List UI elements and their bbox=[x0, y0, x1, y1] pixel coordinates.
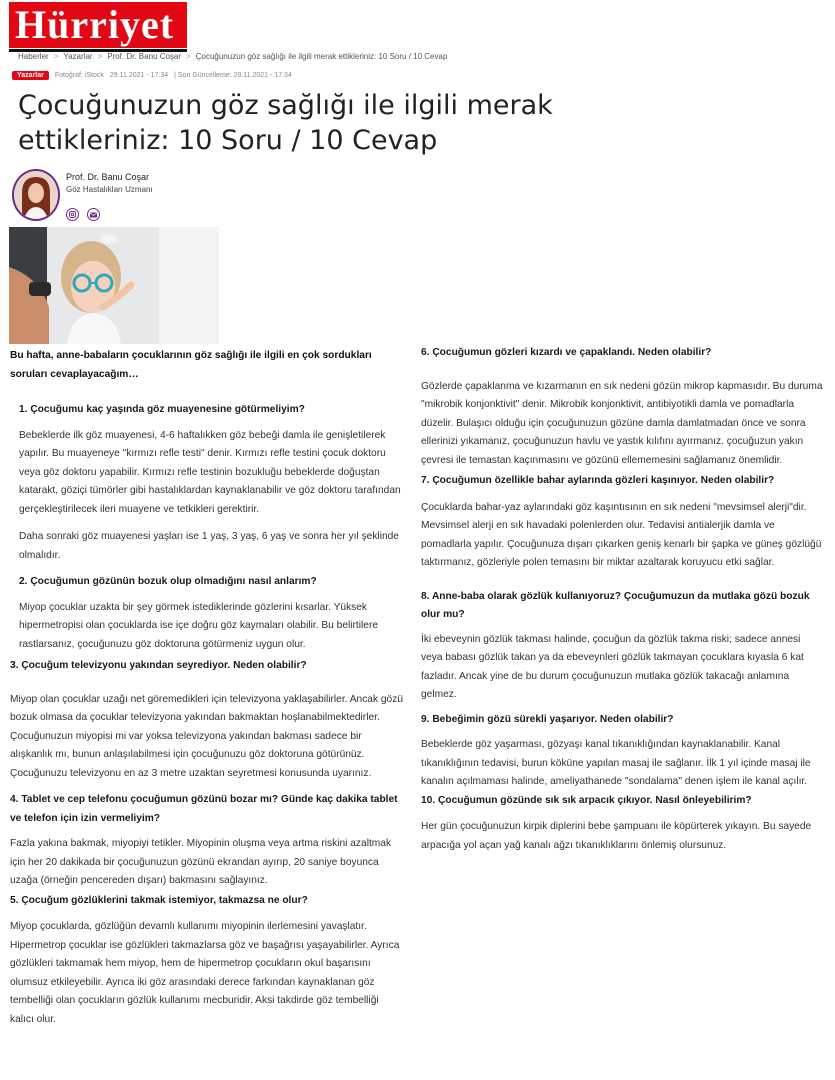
breadcrumb-item-yazarlar[interactable]: Yazarlar bbox=[63, 52, 93, 61]
question-1: 1. Çocuğumu kaç yaşında göz muayenesine götürmeliyim? bbox=[19, 404, 305, 415]
question-10: 10. Çocuğumun gözünde sık sık arpacık çıkıyor. Nasıl önleyebilirim? bbox=[421, 794, 752, 806]
breadcrumb-separator: > bbox=[53, 52, 59, 61]
updated-date: | Son Güncelleme: 29.11.2021 - 17:34 bbox=[174, 72, 292, 79]
answer-8: İki ebeveynin gözlük takması halinde, çocuğun da gözlük takma riski; sadece annesi veya babası gözlük takan ya da ebeveynleri gözlük takmayan çocuklara kıyasla 6 kat fazladır. Ancak yine de bu durum çocuğunuzun mutlaka gözlük takacağı anlamına gelmez. bbox=[421, 633, 804, 700]
question-7: 7. Çocuğumun özellikle bahar aylarında gözleri kaşınıyor. Neden olabilir? bbox=[421, 475, 775, 486]
answer-9: Bebeklerde göz yaşarması, gözyaşı kanal tıkanıklığından kaynaklanabilir. Kanal tıkanıklığının tedavisi, burun köküne yapılan masaj ile sağlanır. İlk 1 yıl içinde masaj ile kanalın açılmaması halinde, ameliyathanede "sondalama" denen işlem ile kanal açılır. bbox=[421, 739, 811, 787]
answer-7: Çocuklarda bahar-yaz aylarındaki göz kaşıntısının en sık nedeni "mevsimsel alerji"dir. Mevsimsel alerji en sık havadaki polenlerden olur. Tedavisi antialerjik damla ve pomadlarla yapılır. Çocuğunuza dışarı çıkarken geniş kenarlı bir şapka ve güneş gözlüğü taktırmanız, gözleriyle polen temasını bir miktar azaltarak koruyucu etki sağlar. bbox=[421, 501, 822, 568]
question-3: 3. Çocuğum televizyonu yakından seyrediyor. Neden olabilir? bbox=[10, 660, 307, 671]
answer-5: Miyop çocuklarda, gözlüğün devamlı kullanımı miyopinin ilerlemesini yavaşlatır. Hipermetrop çocuklar ise gözlükleri takmazlarsa göz ve başağrısı yaşayabilirler. Ayrıca gözlükleri takmamak hem miyop, hem de hipermetrop çocukların okul başarısını olumsuz etkileyebilir. Ayrıca iki göz arasındaki derece farkından kaynaklanan göz tembelliği olan çocukların gözlük kullanımı mecburidir. Aksi takdirde göz tembelliği kalıcı olur. bbox=[10, 921, 400, 1025]
breadcrumb-item-haberler[interactable]: Haberler bbox=[18, 52, 49, 61]
article-hero-image bbox=[9, 227, 219, 344]
page-title: Çocuğunuzun göz sağlığı ile ilgili merak ettikleriniz: 10 Soru / 10 Cevap bbox=[18, 90, 553, 156]
breadcrumb-separator: > bbox=[186, 52, 191, 61]
question-2: 2. Çocuğumun gözünün bozuk olup olmadığını nasıl anlarım? bbox=[19, 576, 317, 587]
breadcrumb-separator: > bbox=[97, 52, 103, 61]
answer-4: Fazla yakına bakmak, miyopiyi tetikler. Miyopinin oluşma veya artma riskini azaltmak için her 20 dakikada bir çocuğunuzun gözünü ekrandan ayırıp, 20 saniye boyunca uzağa (örneğin pencereden dışarı) bakmasını sağlayınız. bbox=[10, 838, 392, 886]
answer-10: Her gün çocuğunuzun kirpik diplerini bebe şampuanı ile köpürterek yıkayın. Bu sayede arpacığa yol açan yağ kanalı ağzı tıkanıklıklarını önlemiş olursunuz. bbox=[421, 821, 812, 851]
email-icon[interactable] bbox=[87, 208, 100, 221]
site-logo[interactable]: Hürriyet bbox=[9, 2, 187, 48]
category-badge[interactable]: Yazarlar bbox=[12, 71, 49, 80]
breadcrumb bbox=[18, 52, 447, 61]
author-avatar[interactable] bbox=[12, 169, 60, 221]
question-4: 4. Tablet ve cep telefonu çocuğumun gözünü bozar mı? Günde kaç dakika tablet ve telefon için izin vermeliyim? bbox=[10, 794, 398, 824]
breadcrumb-item-current: Çocuğunuzun göz sağlığı ile ilgili merak ettikleriniz: 10 Soru / 10 Cevap bbox=[195, 52, 448, 61]
answer-1: Bebeklerde ilk göz muayenesi, 4-6 haftalıkken göz bebeği damla ile genişletilerek yapılır. Bu muayeneye "kırmızı refle testi" denir. Kırmızı refle testini çocuk doktoru veya göz doktoru yapabilir. Kırmızı refle testinin bozukluğu bebeklerde doğuştan katarakt, göziçi tümörler gibi hastalıklardan kaynaklanabilir ve göz doktoru tarafından gerçekleştirilecek ileri muayene ve tetkikleri gerektirir. bbox=[19, 429, 401, 515]
instagram-icon[interactable] bbox=[66, 208, 79, 221]
author-name[interactable]: Prof. Dr. Banu Coşar bbox=[66, 172, 150, 182]
question-6: 6. Çocuğumun gözleri kızardı ve çapaklandı. Neden olabilir? bbox=[421, 347, 712, 358]
photo-credit: Fotoğraf: iStock bbox=[54, 72, 104, 79]
article-intro: Bu hafta, anne-babaların çocuklarının göz sağlığı ile ilgili en çok sordukları soruları cevaplayacağım… bbox=[10, 350, 372, 380]
article-meta bbox=[12, 71, 292, 80]
answer-2: Miyop çocuklar uzakta bir şey görmek istediklerinde gözlerini kısarlar. Yüksek hipermetropisi olan çocuklarda ise içe doğru göz kaymaları olabilir. Bu belirtilere rastlarsanız, çocuğunuzu göz doktoruna götürmeniz uygun olur. bbox=[19, 601, 378, 650]
question-8: 8. Anne-baba olarak gözlük kullanıyoruz? Çocuğumuzun da mutlaka gözü bozuk olur mu? bbox=[421, 590, 810, 620]
question-5: 5. Çocuğum gözlüklerini takmak istemiyor, takmazsa ne olur? bbox=[10, 894, 308, 906]
published-date: 29.11.2021 - 17:34 bbox=[109, 72, 169, 79]
answer-1-followup: Daha sonraki göz muayenesi yaşları ise 1 yaş, 3 yaş, 6 yaş ve sonra her yıl şeklinde olmalıdır. bbox=[19, 531, 399, 561]
answer-6: Gözlerde çapaklanma ve kızarmanın en sık nedeni gözün mikrop kapmasıdır. Bu duruma "mikrobik konjonktivit" denir. Mikrobik konjonktivit, antibiyotikli damla ve pomadlarla düzelir. Bulaşıcı olduğu için çocuğunuzun gözüne damla damlatmadan önce ve sonra ellerinizi yıkamanız, çocuğunuzun havlu ve yastık kılıfını ayırmanız. çocuğuzun yakın çevresi ile temastan kaçınmasını ve gözünü ellememesini sağlamanız önemlidir. bbox=[421, 380, 823, 466]
breadcrumb-item-author[interactable]: Prof. Dr. Banu Coşar bbox=[107, 52, 182, 61]
question-9: 9. Bebeğimin gözü sürekli yaşarıyor. Neden olabilir? bbox=[421, 713, 674, 725]
author-title: Göz Hastalıkları Uzmanı bbox=[66, 185, 153, 194]
answer-3: Miyop olan çocuklar uzağı net göremedikleri için televizyona yaklaşabilirler. Ancak gözü bozuk olmasa da çocuklar televizyona yakından bakmaktan hoşlanabilmektedirler. Çocuğunuzun miyopisi mi var yoksa televizyona yakından bakması sadece bir alışkanlık mı, bunun anlaşılabilmesi için çocuğunuzu göz doktoruna götürünüz. Çocuğunuzu televizyonu en az 3 metre uzaktan seyretmesi konusunda uyarınız. bbox=[10, 693, 403, 779]
